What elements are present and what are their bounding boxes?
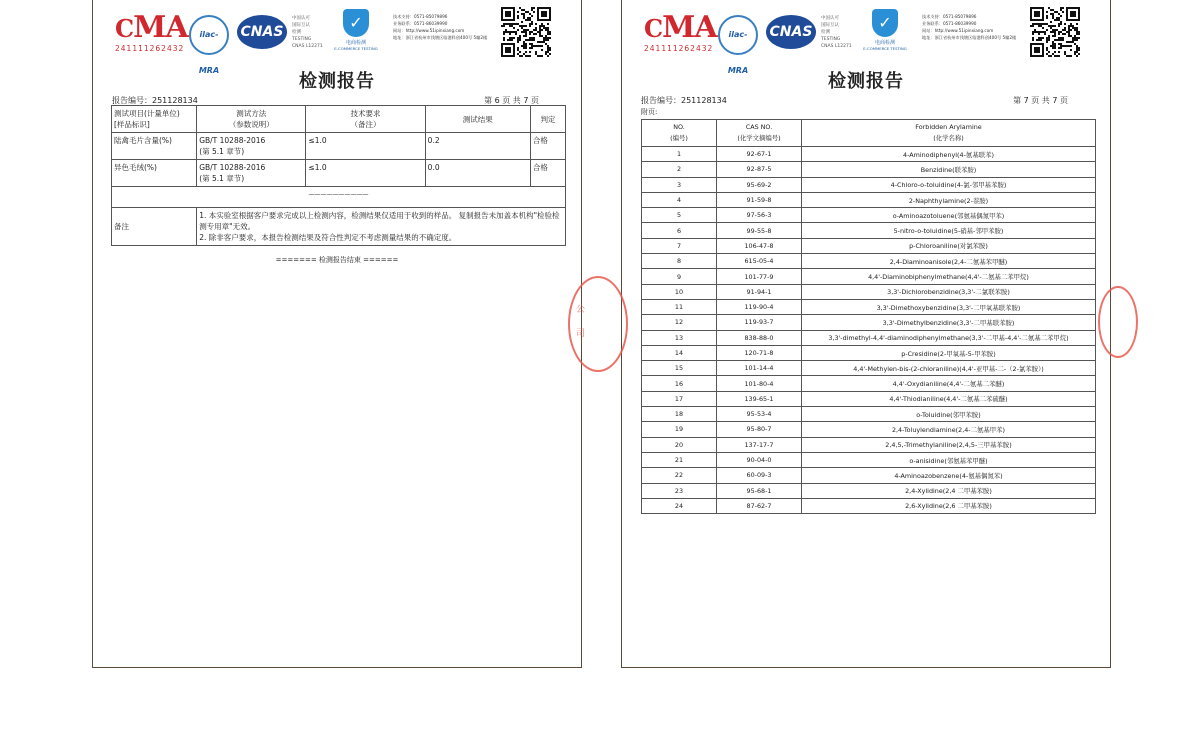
chemical-name: 3,3'-Dimethylbenzidine(3,3'-二甲基联苯胺) <box>802 315 1096 330</box>
cnas-accreditation-text: 中国认可 国际互认 检测 TESTING CNAS L12271 <box>292 16 323 49</box>
chemical-name: p-Cresidine(2-甲氧基-5-甲苯胺) <box>802 345 1096 360</box>
row-number: 5 <box>642 208 717 223</box>
row-number: 12 <box>642 315 717 330</box>
chemical-name: 2-Naphthylamine(2-萘胺) <box>802 192 1096 207</box>
chemical-name: Benzidine(联苯胺) <box>802 162 1096 177</box>
table-row <box>642 299 1096 314</box>
table-row <box>642 192 1096 207</box>
cas-number: 95-80-7 <box>717 422 802 437</box>
shield-check-icon: ✓ <box>872 9 898 37</box>
attachment-label: 附页: <box>641 108 658 116</box>
row-number: 6 <box>642 223 717 238</box>
table-row <box>642 361 1096 376</box>
page-title: 检测报告 <box>828 71 904 92</box>
page-number: 第 7 页 共 7 页 <box>1013 96 1068 105</box>
qr-code-icon <box>501 7 551 57</box>
forbidden-arylamine-table <box>641 119 1096 514</box>
chemical-name: 2,4-Diaminoanisole(2,4-二氨基苯甲醚) <box>802 254 1096 269</box>
chemical-name: 3,3'-dimethyl-4,4'-diaminodiphenylmethane(3,3'-二甲基-4,4'-二氨基二苯甲烷) <box>802 330 1096 345</box>
table-row <box>642 208 1096 223</box>
column-header: 测试方法 （参数说明） <box>197 106 306 133</box>
chemical-name: 3,3'-Dimethoxybenzidine(3,3'-二甲氧基联苯胺) <box>802 299 1096 314</box>
column-header: NO. (编号) <box>642 120 717 147</box>
chemical-name: 2,4,5,-Trimethylaniline(2,4,5-三甲基苯胺) <box>802 437 1096 452</box>
table-row <box>642 147 1096 162</box>
report-page-7 <box>621 0 1111 668</box>
row-number: 22 <box>642 468 717 483</box>
table-row <box>642 376 1096 391</box>
cas-number: 119-90-4 <box>717 299 802 314</box>
row-number: 10 <box>642 284 717 299</box>
report-page-6 <box>92 0 582 668</box>
ilac-mra-logo: ilac-MRA <box>718 15 758 55</box>
table-row <box>642 498 1096 513</box>
chemical-name: o-anisidine(邻氨基苯甲醚) <box>802 452 1096 467</box>
cas-number: 60-09-3 <box>717 468 802 483</box>
chemical-name: 4-Aminoazobenzene(4-氨基偶氮苯) <box>802 468 1096 483</box>
chemical-name: 4-Chloro-o-toluidine(4-氯-邻甲基苯胺) <box>802 177 1096 192</box>
table-row <box>642 177 1096 192</box>
column-header: 测试结果 <box>425 106 530 133</box>
report-number: 报告编号：251128134 <box>112 96 198 105</box>
seal-character: 公 <box>576 305 586 315</box>
cas-number: 97-56-3 <box>717 208 802 223</box>
row-number: 4 <box>642 192 717 207</box>
table-row <box>642 315 1096 330</box>
test-results-table <box>111 105 566 246</box>
chemical-name: 4,4'-Methylen-bis-(2-chloraniline)(4,4'-亚甲基-二-（2-氯苯胺）) <box>802 361 1096 376</box>
cas-number: 92-67-1 <box>717 147 802 162</box>
chemical-name: 2,6-Xylidine(2,6 二甲基苯胺) <box>802 498 1096 513</box>
column-header: 判定 <box>530 106 565 133</box>
column-header: 测试项目(计量单位) [样品标识] <box>112 106 197 133</box>
page-title: 检测报告 <box>299 71 375 92</box>
table-row <box>642 437 1096 452</box>
contact-info: 技术支持：0571-85079896 业务联系：0571-86039990 网站：http://www.51ipinxiang.com 地址：浙江省杭州市钱塘区临港科创400号 5幢2楼 <box>922 14 1017 40</box>
cas-number: 106-47-8 <box>717 238 802 253</box>
ecommerce-testing-logo: ✓ 电商检测 E-COMMERCE TESTING <box>862 9 908 57</box>
shield-check-icon: ✓ <box>343 9 369 37</box>
cnas-logo: CNAS <box>237 15 287 55</box>
row-number: 16 <box>642 376 717 391</box>
cas-number: 91-59-8 <box>717 192 802 207</box>
remarks-label: 备注 <box>112 208 197 246</box>
table-row <box>642 422 1096 437</box>
table-row <box>642 162 1096 177</box>
row-number: 2 <box>642 162 717 177</box>
cas-number: 90-04-0 <box>717 452 802 467</box>
cnas-accreditation-text: 中国认可 国际互认 检测 TESTING CNAS L12271 <box>821 16 852 49</box>
row-number: 13 <box>642 330 717 345</box>
chemical-name: o-Toluidine(邻甲苯胺) <box>802 407 1096 422</box>
ilac-mra-logo: ilac-MRA <box>189 15 229 55</box>
row-number: 24 <box>642 498 717 513</box>
cas-number: 95-68-1 <box>717 483 802 498</box>
cas-number: 838-88-0 <box>717 330 802 345</box>
cas-number: 95-69-2 <box>717 177 802 192</box>
column-header: CAS NO. (化学文摘编号) <box>717 120 802 147</box>
table-row <box>642 407 1096 422</box>
column-header: 技术要求 （备注） <box>306 106 425 133</box>
cas-number: 615-05-4 <box>717 254 802 269</box>
chemical-name: 3,3'-Dichlorobenzidine(3,3'-二氯联苯胺) <box>802 284 1096 299</box>
remarks-row <box>112 208 566 246</box>
row-number: 8 <box>642 254 717 269</box>
row-number: 18 <box>642 407 717 422</box>
qr-code-icon <box>1030 7 1080 57</box>
certification-logos <box>622 3 1110 75</box>
row-number: 9 <box>642 269 717 284</box>
table-row: 陆禽毛片含量(%) GB/T 10288-2016 (第 5.1 章节) ≤1.0 0.2 合格 <box>112 133 566 160</box>
page-number: 第 6 页 共 7 页 <box>484 96 539 105</box>
row-number: 17 <box>642 391 717 406</box>
chemical-name: 4,4'-Thiodianiline(4,4'-二氨基二苯硫醚) <box>802 391 1096 406</box>
chemical-name: 2,4-Xylidine(2,4 二甲基苯胺) <box>802 483 1096 498</box>
chemical-name: 4,4'-Oxydianiline(4,4'-二氨基二苯醚) <box>802 376 1096 391</box>
chemical-name: 5-nitro-o-toluidine(5-硝基-邻甲苯胺) <box>802 223 1096 238</box>
row-number: 7 <box>642 238 717 253</box>
remarks-text: 1. 本实验室根据客户要求完成以上检测内容，检测结果仅适用于收到的样品。 复制报告未加盖本机构"检验检测专用章"无效。 2. 除非客户要求，本报告检测结果及符合性判定不考虑测量结果的不确定度。 <box>197 208 566 246</box>
row-number: 21 <box>642 452 717 467</box>
row-number: 3 <box>642 177 717 192</box>
cas-number: 101-80-4 <box>717 376 802 391</box>
cas-number: 119-93-7 <box>717 315 802 330</box>
row-number: 15 <box>642 361 717 376</box>
row-number: 19 <box>642 422 717 437</box>
table-row <box>642 284 1096 299</box>
row-number: 14 <box>642 345 717 360</box>
chemical-name: p-Chloroaniline(对氯苯胺) <box>802 238 1096 253</box>
seal-character: 司 <box>576 329 586 339</box>
row-number: 23 <box>642 483 717 498</box>
cas-number: 95-53-4 <box>717 407 802 422</box>
report-number: 报告编号：251128134 <box>641 96 727 105</box>
chemical-name: 2,4-Toluylendiamine(2,4-二氨基甲苯) <box>802 422 1096 437</box>
ecommerce-testing-logo: ✓ 电商检测 E-COMMERCE TESTING <box>333 9 379 57</box>
table-row <box>642 269 1096 284</box>
cas-number: 92-87-5 <box>717 162 802 177</box>
table-header-row <box>642 120 1096 147</box>
chemical-name: 4-Aminodiphenyl(4-氨基联苯) <box>802 147 1096 162</box>
cas-number: 91-94-1 <box>717 284 802 299</box>
column-header: Forbidden Arylamine (化学名称) <box>802 120 1096 147</box>
table-row <box>642 345 1096 360</box>
table-row <box>642 223 1096 238</box>
table-row <box>642 483 1096 498</box>
cma-logo: CMA 241111262432 <box>115 10 188 53</box>
separator-row: —————————— <box>112 187 566 208</box>
cnas-logo: CNAS <box>766 15 816 55</box>
table-row <box>642 330 1096 345</box>
cas-number: 139-65-1 <box>717 391 802 406</box>
table-row: 异色毛绒(%) GB/T 10288-2016 (第 5.1 章节) ≤1.0 0.0 合格 <box>112 160 566 187</box>
row-number: 11 <box>642 299 717 314</box>
cas-number: 120-71-8 <box>717 345 802 360</box>
table-header-row <box>112 106 566 133</box>
cas-number: 87-62-7 <box>717 498 802 513</box>
row-number: 1 <box>642 147 717 162</box>
cma-logo: CMA 241111262432 <box>644 10 717 53</box>
contact-info: 技术支持：0571-85079896 业务联系：0571-86039990 网站：http://www.51ipinxiang.com 地址：浙江省杭州市钱塘区临港科创400号 5幢2楼 <box>393 14 488 40</box>
row-number: 20 <box>642 437 717 452</box>
table-row <box>642 238 1096 253</box>
cas-number: 99-55-8 <box>717 223 802 238</box>
certification-logos <box>93 3 581 75</box>
red-seal-stamp <box>1098 286 1138 358</box>
chemical-name: 4,4'-Diaminobiphenylmethane(4,4'-二氨基二苯甲烷) <box>802 269 1096 284</box>
report-end-marker: ======= 检测报告结束 ====== <box>275 256 399 264</box>
red-seal-stamp <box>568 276 628 372</box>
cas-number: 101-14-4 <box>717 361 802 376</box>
cas-number: 101-77-9 <box>717 269 802 284</box>
chemical-name: o-Aminoazotoluene(邻氨基偶氮甲苯) <box>802 208 1096 223</box>
table-row <box>642 452 1096 467</box>
table-row <box>642 391 1096 406</box>
table-row <box>642 468 1096 483</box>
table-row <box>642 254 1096 269</box>
cas-number: 137-17-7 <box>717 437 802 452</box>
